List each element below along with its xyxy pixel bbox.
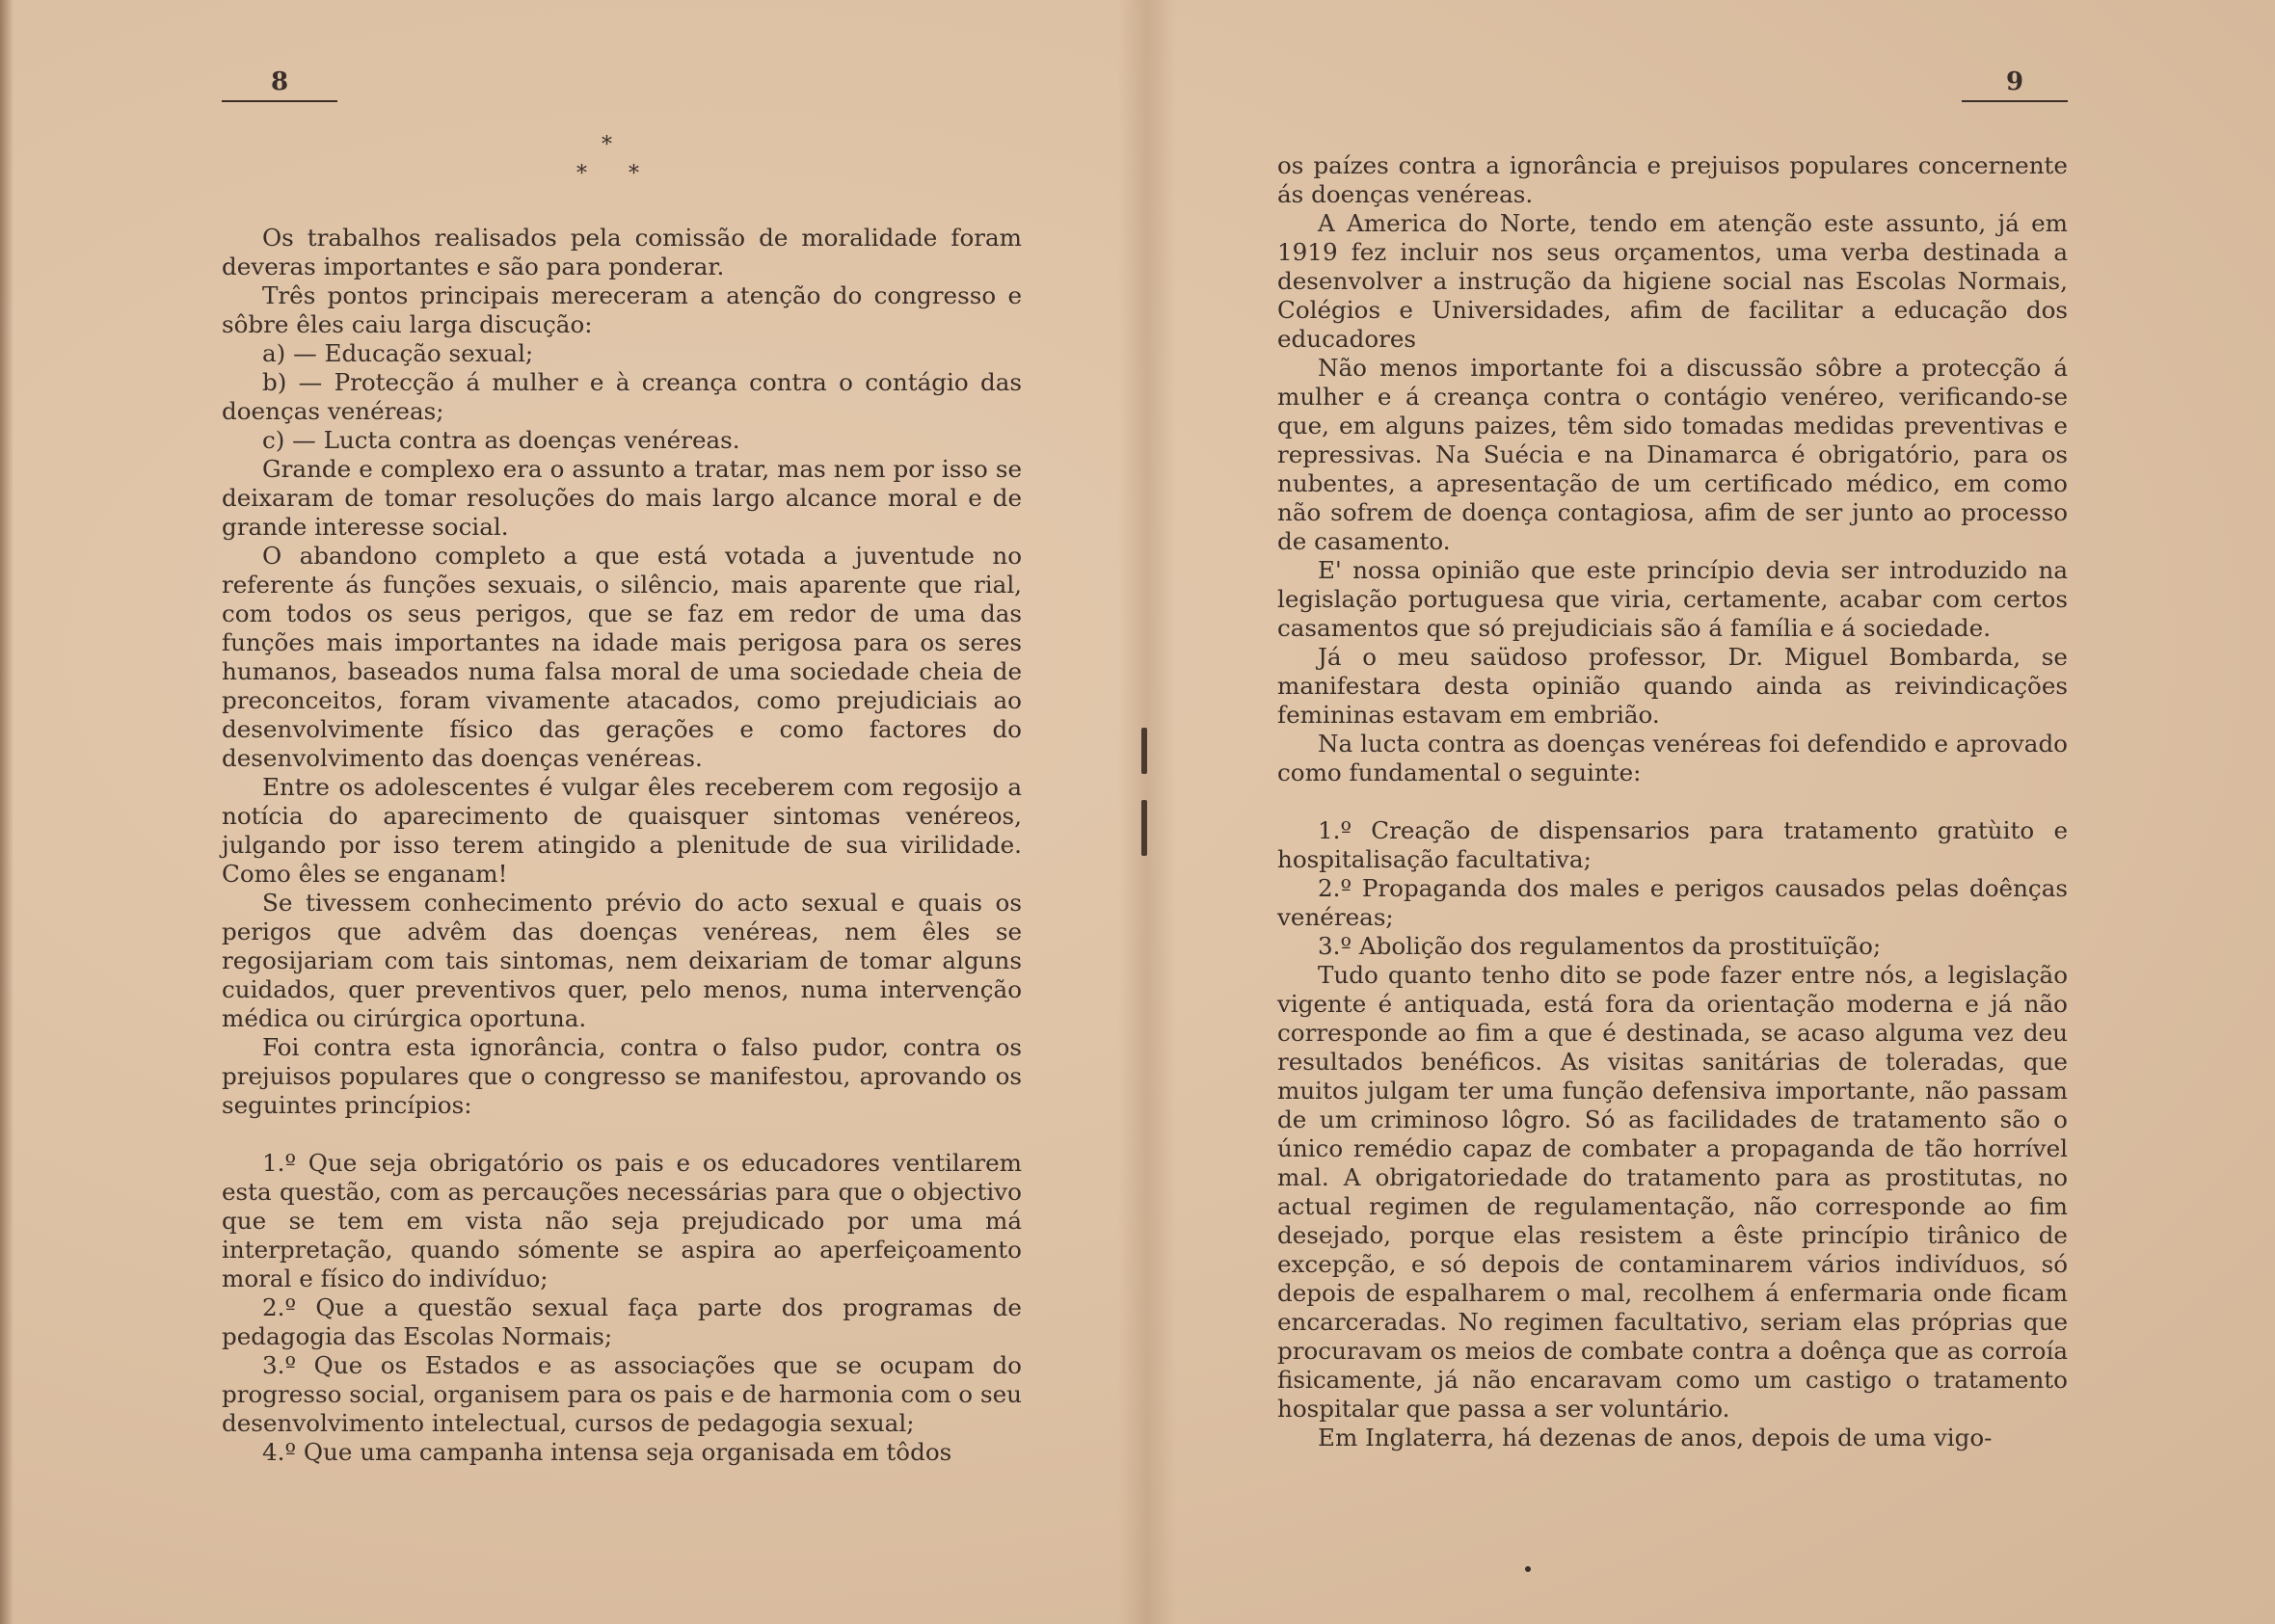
paragraph: Se tivessem conhecimento prévio do acto sexual e quais os perigos que advêm das doenças venéreas, nem êles se regosijariam com tais sintomas, nem deixariam de tomar alguns cuidados, quer preventivos quer, pelo menos, numa intervenção médica ou cirúrgica oportuna.	[222, 889, 1022, 1032]
paragraph: Entre os adolescentes é vulgar êles receberem com regosijo a notícia do aparecimento de quaisquer sintomas venéreos, julgando por isso terem atingido a plenitude de sua virilidade. Como êles se enganam!	[222, 773, 1022, 888]
list-item: a) — Educação sexual;	[262, 339, 534, 367]
paragraph: Foi contra esta ignorância, contra o falso pudor, contra os prejuisos populares que o congresso se manifestou, aprovando os seguintes princípios:	[222, 1033, 1022, 1119]
paragraph: Grande e complexo era o assunto a tratar, mas nem por isso se deixaram de tomar resoluções do mais largo alcance moral e de grande interesse social.	[222, 455, 1022, 541]
paragraph: Em Inglaterra, há dezenas de anos, depois de uma vigo-	[1318, 1424, 1993, 1451]
paragraph: Tudo quanto tenho dito se pode fazer entre nós, a legislação vigente é antiquada, está fora da orientação moderna e já não corresponde ao fim a que é destinada, se acaso alguma vez deu resultados benéficos. As visitas sanitárias de toleradas, que muitos julgam ter uma função defensiva importante, não passam de um criminoso lôgro. Só as facilidades de tratamento são o único remédio capaz de combater a propaganda de tão horrível mal. A obrigatoriedade do tratamento para as prostitutas, no actual regimen de regulamentação, não corresponde ao fim desejado, porque elas resistem a êste princípio tirânico de excepção, e só depois de contaminarem vários indivíduos, só depois de espalharem o mal, recolhem á enfermaria onde ficam encarceradas. No regimen facultativo, seriam elas próprias que procuravam os meios de combate contra a doênça que as corroía fisicamente, já não encaravam como um castigo o tratamento hospitalar que passa a ser voluntário.	[1277, 961, 2068, 1423]
book-gutter	[1118, 0, 1176, 1624]
paragraph: O abandono completo a que está votada a juventude no referente ás funções sexuais, o silêncio, mais aparente que rial, com todos os seus perigos, que se faz em redor de uma das funções mais importantes na idade mais perigosa para os seres humanos, baseados numa falsa moral de uma sociedade cheia de preconceitos, foram vivamente atacados, como prejudiciais ao desenvolvimente físico das gerações e como factores do desenvolvimento das doenças venéreas.	[222, 542, 1022, 772]
list-item: 2.º Que a questão sexual faça parte dos programas de pedagogia das Escolas Normais;	[222, 1293, 1022, 1350]
binding-stitch-bottom	[1141, 800, 1147, 856]
asterisk-right: *	[629, 162, 639, 186]
list-item: c) — Lucta contra as doenças venéreas.	[262, 426, 740, 454]
list-item: 3.º Abolição dos regulamentos da prostituïção;	[1318, 932, 1882, 960]
paragraph: Três pontos principais mereceram a atenção do congresso e sôbre êles caiu larga discução:	[222, 281, 1022, 338]
list-item: 4.º Que uma campanha intensa seja organisada em tôdos	[262, 1438, 952, 1466]
left-page	[222, 0, 1022, 1624]
ink-dot	[1525, 1566, 1531, 1572]
paragraph: os paízes contra a ignorância e prejuisos populares concernente ás doenças venéreas.	[1277, 151, 2068, 208]
paragraph: Já o meu saüdoso professor, Dr. Miguel Bombarda, se manifestara desta opinião quando ainda as reivindicações femininas estavam em embrião.	[1277, 643, 2068, 729]
list-item: 1.º Creação de dispensarios para tratamento gratùito e hospitalisação facultativa;	[1277, 816, 2068, 873]
list-item: 1.º Que seja obrigatório os pais e os educadores ventilarem esta questão, com as percauções necessárias para que o objectivo que se tem em vista não seja prejudicado por uma má interpretação, quando sómente se aspira ao aperfeiçoamento moral e físico do indivíduo;	[222, 1149, 1022, 1292]
paragraph: Não menos importante foi a discussão sôbre a protecção á mulher e á creança contra o contágio venéreo, verificando-se que, em alguns paizes, têm sido tomadas medidas preventivas e repressivas. Na Suécia e na Dinamarca é obrigatório, para os nubentes, a apresentação de um certificado médico, em como não sofrem de doença contagiosa, afim de ser junto ao processo de casamento.	[1277, 354, 2068, 555]
page-number-right: 9	[1962, 67, 2068, 102]
asterisk-left: *	[576, 162, 587, 186]
asterisk-top: *	[602, 133, 612, 157]
paragraph: Na lucta contra as doenças venéreas foi defendido e aprovado como fundamental o seguinte:	[1277, 730, 2068, 786]
right-page	[1277, 0, 2068, 1624]
left-page-body	[222, 224, 1022, 1467]
page-edge-shadow	[0, 0, 13, 1624]
asterism	[540, 133, 675, 191]
paragraph: A America do Norte, tendo em atenção este assunto, já em 1919 fez incluir nos seus orçamentos, uma verba destinada a desenvolver a instrução da higiene social nas Escolas Normais, Colégios e Universidades, afim de facilitar a educação dos educadores	[1277, 209, 2068, 353]
paragraph: Os trabalhos realisados pela comissão de moralidade foram deveras importantes e são para ponderar.	[222, 224, 1022, 280]
list-item: 2.º Propaganda dos males e perigos causados pelas doênças venéreas;	[1277, 874, 2068, 931]
page-number-left: 8	[222, 67, 337, 102]
paragraph: E' nossa opinião que este princípio devia ser introduzido na legislação portuguesa que viria, certamente, acabar com certos casamentos que só prejudiciais são á família e á sociedade.	[1277, 556, 2068, 642]
list-item: b) — Protecção á mulher e à creança contra o contágio das doenças venéreas;	[222, 368, 1022, 425]
right-page-body	[1277, 151, 2068, 1452]
binding-stitch-top	[1141, 728, 1147, 774]
list-item: 3.º Que os Estados e as associações que se ocupam do progresso social, organisem para os pais e de harmonia com o seu desenvolvimento intelectual, cursos de pedagogia sexual;	[222, 1351, 1022, 1437]
